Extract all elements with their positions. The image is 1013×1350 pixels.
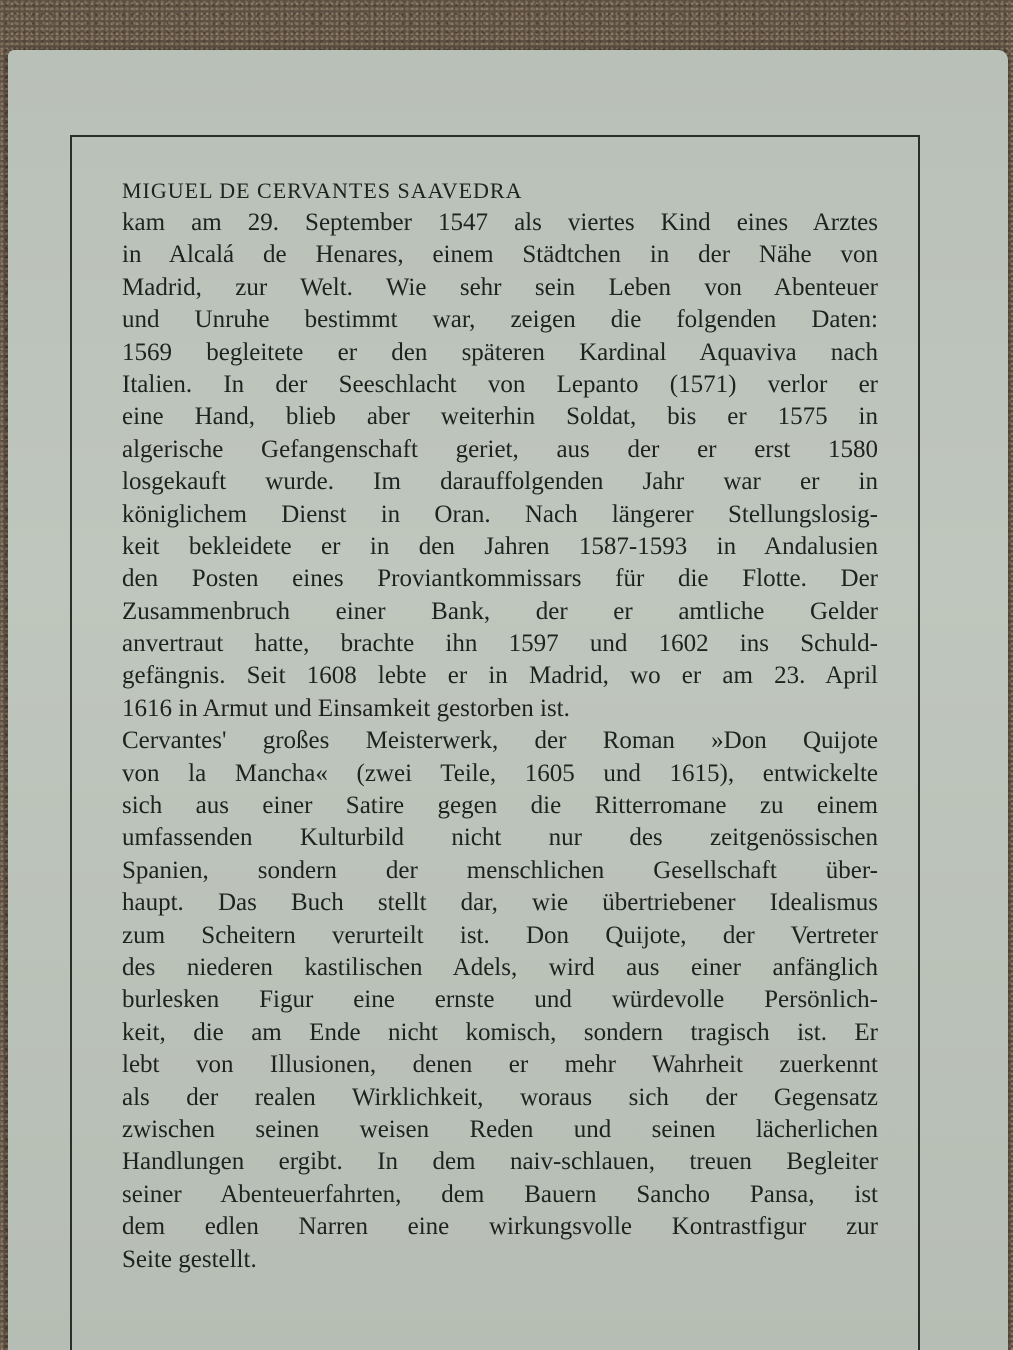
text-line: 1569 begleitete er den späteren Kardinal Aquaviva nach	[122, 338, 878, 366]
text-line: gefängnis. Seit 1608 lebte er in Madrid, wo er am 23. April	[122, 662, 878, 690]
text-line: keit bekleidete er in den Jahren 1587-1593 in Andalusien	[122, 532, 878, 560]
text-line: zum Scheitern verurteilt ist. Don Quijote, der Vertreter	[122, 921, 878, 949]
text-line: als der realen Wirklichkeit, woraus sich der Gegensatz	[122, 1083, 878, 1111]
text-line: seiner Abenteuerfahrten, dem Bauern Sancho Pansa, ist	[122, 1180, 878, 1208]
biography-text-block	[122, 175, 878, 1276]
text-line: und Unruhe bestimmt war, zeigen die folgenden Daten:	[122, 306, 878, 334]
text-line: zwischen seinen weisen Reden und seinen lächerlichen	[122, 1115, 878, 1143]
text-line: Spanien, sondern der menschlichen Gesellschaft über-	[122, 856, 878, 884]
text-line: keit, die am Ende nicht komisch, sondern tragisch ist. Er	[122, 1018, 878, 1046]
text-line: lebt von Illusionen, denen er mehr Wahrheit zuerkennt	[122, 1051, 878, 1079]
text-line: burlesken Figur eine ernste und würdevolle Persönlich-	[122, 986, 878, 1014]
text-line: haupt. Das Buch stellt dar, wie übertriebener Idealismus	[122, 889, 878, 917]
text-line: algerische Gefangenschaft geriet, aus der er erst 1580	[122, 435, 878, 463]
text-line: sich aus einer Satire gegen die Ritterromane zu einem	[122, 792, 878, 820]
text-line: kam am 29. September 1547 als viertes Kind eines Arztes	[122, 209, 878, 236]
author-heading: MIGUEL DE CERVANTES SAAVEDRA	[122, 178, 523, 203]
text-line: dem edlen Narren eine wirkungsvolle Kontrastfigur zur	[122, 1213, 878, 1241]
text-line: anvertraut hatte, brachte ihn 1597 und 1602 ins Schuld-	[122, 630, 878, 658]
text-line: königlichem Dienst in Oran. Nach längerer Stellungslosig-	[122, 500, 878, 528]
text-line: von la Mancha« (zwei Teile, 1605 und 1615), entwickelte	[122, 759, 878, 787]
text-line: Madrid, zur Welt. Wie sehr sein Leben von Abenteuer	[122, 273, 878, 301]
text-line: Cervantes' großes Meisterwerk, der Roman »Don Quijote	[122, 727, 878, 755]
text-line: Zusammenbruch einer Bank, der er amtliche Gelder	[122, 597, 878, 625]
text-line: den Posten eines Proviantkommissars für die Flotte. Der	[122, 565, 878, 593]
text-line: in Alcalá de Henares, einem Städtchen in der Nähe von	[122, 241, 878, 269]
text-line: 1616 in Armut und Einsamkeit gestorben ist.	[122, 694, 570, 722]
text-line: umfassenden Kulturbild nicht nur des zeitgenössischen	[122, 824, 878, 852]
text-line: eine Hand, blieb aber weiterhin Soldat, bis er 1575 in	[122, 403, 878, 431]
text-line: Handlungen ergibt. In dem naiv-schlauen, treuen Begleiter	[122, 1148, 878, 1176]
text-line: des niederen kastilischen Adels, wird aus einer anfänglich	[122, 953, 878, 981]
text-line: losgekauft wurde. Im darauffolgenden Jahr war er in	[122, 468, 878, 496]
text-line: Italien. In der Seeschlacht von Lepanto (1571) verlor er	[122, 370, 878, 398]
text-line: Seite gestellt.	[122, 1245, 257, 1273]
